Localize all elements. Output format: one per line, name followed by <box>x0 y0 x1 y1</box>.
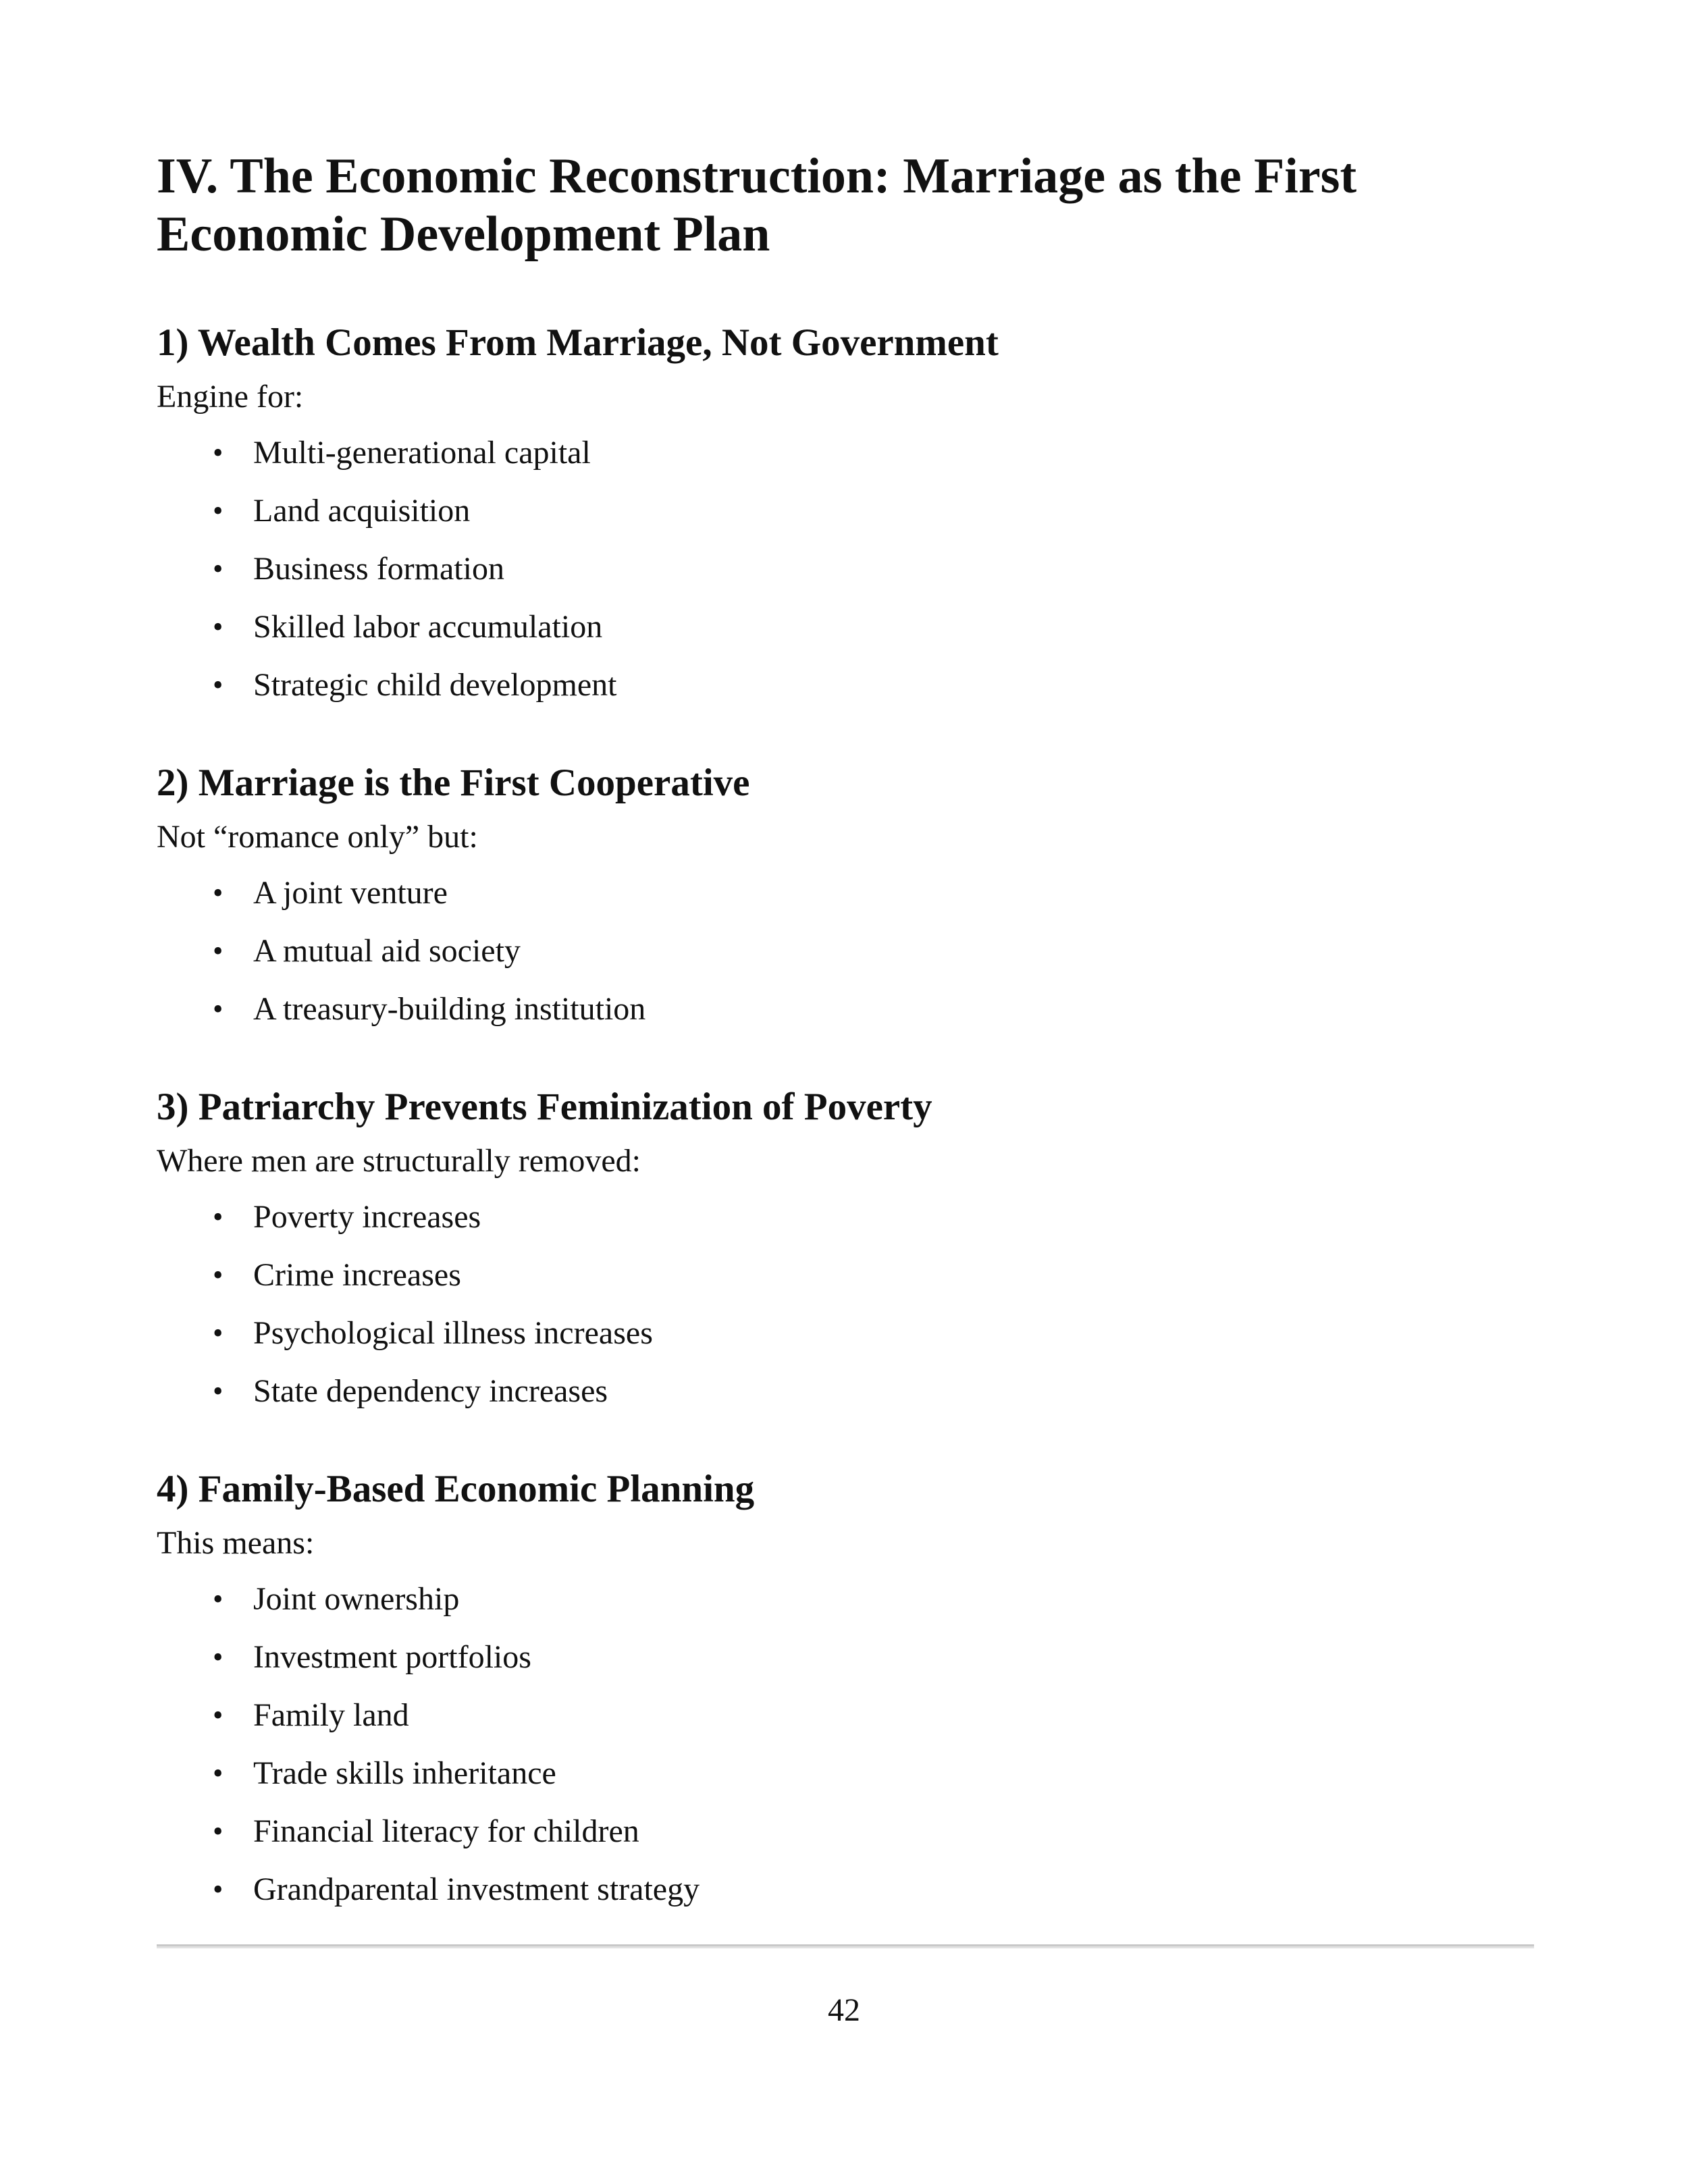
list-item-text: Trade skills inheritance <box>253 1755 556 1791</box>
list-item <box>157 482 1534 540</box>
section-heading: 4) Family-Based Economic Planning <box>157 1468 755 1510</box>
list-item-text: Strategic child development <box>253 667 617 703</box>
section-1 <box>157 316 1534 714</box>
list-item <box>157 540 1534 598</box>
bullet-icon: • <box>213 610 223 643</box>
list-item-text: Investment portfolios <box>253 1639 531 1675</box>
section-intro: This means: <box>157 1525 315 1561</box>
list-item-text: A treasury-building institution <box>253 991 646 1027</box>
bullet-icon: • <box>213 992 223 1026</box>
section-heading: 1) Wealth Comes From Marriage, Not Government <box>157 321 999 364</box>
bullet-icon: • <box>213 1815 223 1848</box>
list-item <box>157 1744 1534 1803</box>
footer-divider <box>157 1944 1534 1948</box>
bullet-icon: • <box>213 1375 223 1408</box>
section-heading: 3) Patriarchy Prevents Feminization of Poverty <box>157 1086 932 1128</box>
list-item <box>157 1686 1534 1744</box>
section-intro: Not “romance only” but: <box>157 819 478 855</box>
list-item <box>157 1188 1534 1246</box>
list-item <box>157 922 1534 980</box>
bullet-list <box>157 424 1534 714</box>
list-item <box>157 1628 1534 1686</box>
section-intro: Engine for: <box>157 379 304 415</box>
list-item-text: Psychological illness increases <box>253 1315 653 1351</box>
bullet-icon: • <box>213 1757 223 1790</box>
list-item <box>157 1246 1534 1304</box>
list-item-text: Joint ownership <box>253 1581 460 1617</box>
list-item <box>157 1570 1534 1628</box>
list-item-text: Skilled labor accumulation <box>253 609 603 645</box>
list-item-text: A mutual aid society <box>253 933 521 969</box>
bullet-list <box>157 1570 1534 1919</box>
list-item <box>157 598 1534 656</box>
list-item-text: Multi-generational capital <box>253 435 591 471</box>
bullet-icon: • <box>213 436 223 469</box>
list-item <box>157 1362 1534 1420</box>
list-item-text: A joint venture <box>253 875 448 911</box>
bullet-icon: • <box>213 1873 223 1906</box>
section-3 <box>157 1080 1534 1420</box>
bullet-icon: • <box>213 668 223 701</box>
list-item-text: Financial literacy for children <box>253 1813 639 1849</box>
page-number: 42 <box>828 1992 860 2028</box>
section-intro: Where men are structurally removed: <box>157 1143 641 1179</box>
section-2 <box>157 756 1534 1038</box>
bullet-icon: • <box>213 876 223 909</box>
bullet-list <box>157 1188 1534 1420</box>
bullet-list <box>157 864 1534 1038</box>
bullet-icon: • <box>213 494 223 527</box>
list-item <box>157 1861 1534 1919</box>
bullet-icon: • <box>213 1699 223 1732</box>
list-item <box>157 424 1534 482</box>
bullet-icon: • <box>213 1258 223 1291</box>
bullet-icon: • <box>213 934 223 967</box>
bullet-icon: • <box>213 1200 223 1233</box>
section-4 <box>157 1462 1534 1919</box>
list-item <box>157 864 1534 922</box>
list-item-text: State dependency increases <box>253 1373 608 1409</box>
section-heading: 2) Marriage is the First Cooperative <box>157 762 750 804</box>
list-item-text: Crime increases <box>253 1257 461 1293</box>
bullet-icon: • <box>213 1641 223 1674</box>
list-item-text: Grandparental investment strategy <box>253 1871 700 1907</box>
list-item <box>157 1304 1534 1362</box>
list-item-text: Poverty increases <box>253 1199 481 1235</box>
list-item-text: Business formation <box>253 551 504 587</box>
list-item <box>157 980 1534 1038</box>
list-item-text: Land acquisition <box>253 493 471 529</box>
list-item <box>157 656 1534 714</box>
bullet-icon: • <box>213 552 223 585</box>
page-title: IV. The Economic Reconstruction: Marriage as the First Economic Development Plan <box>157 149 1357 262</box>
list-item <box>157 1803 1534 1861</box>
bullet-icon: • <box>213 1316 223 1350</box>
list-item-text: Family land <box>253 1697 409 1733</box>
bullet-icon: • <box>213 1582 223 1616</box>
